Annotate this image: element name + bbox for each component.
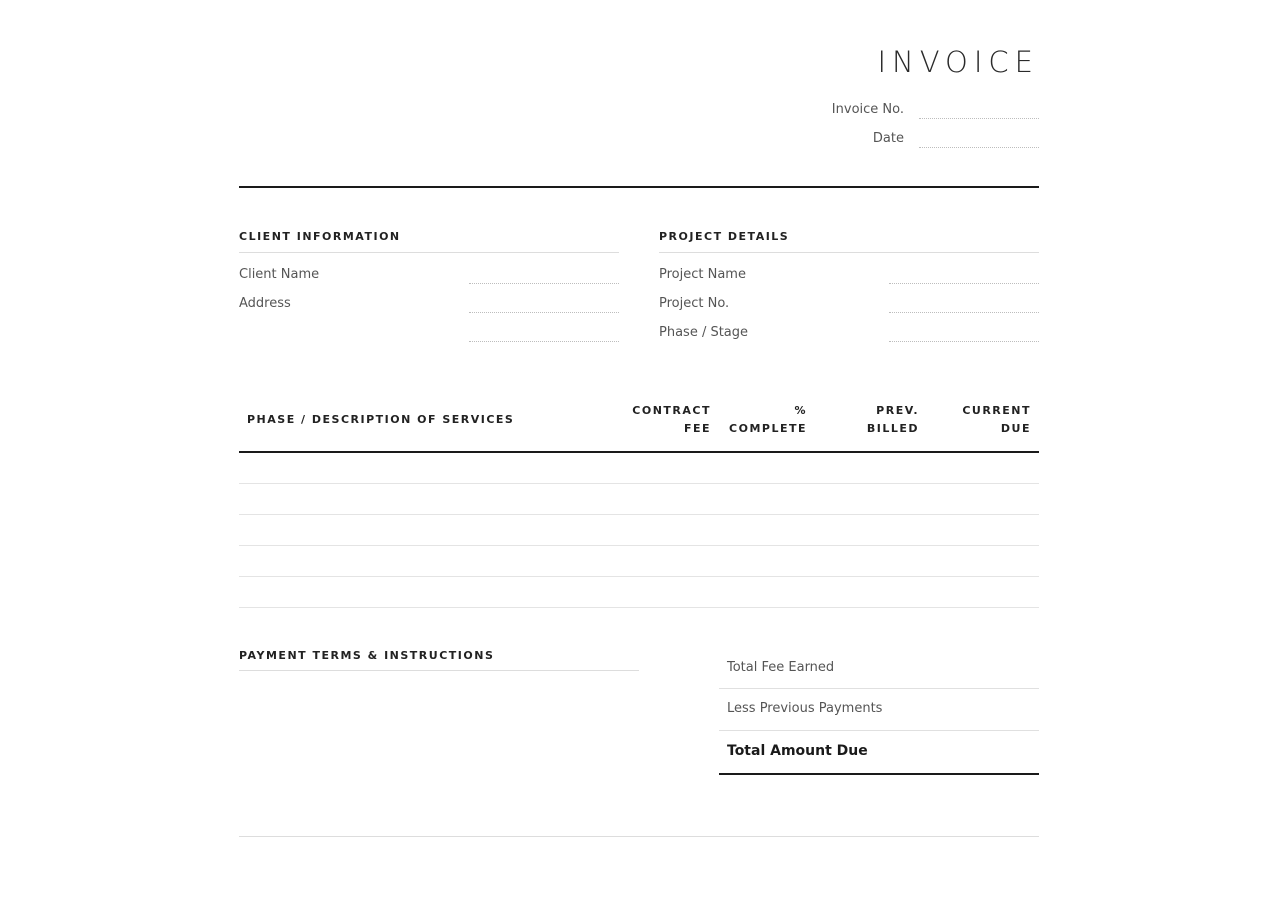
- invoice-number-row: [739, 101, 1039, 121]
- column-header-contract-fee-line2: FEE: [683, 422, 711, 435]
- invoice-title: INVOICE: [877, 45, 1039, 79]
- column-header-percent-complete-line1: %: [794, 404, 807, 417]
- invoice-number-label: Invoice No.: [831, 102, 904, 117]
- client-section-divider: [239, 252, 619, 253]
- column-header-description-label: PHASE / DESCRIPTION OF SERVICES: [247, 413, 515, 426]
- footer-divider: [239, 836, 1039, 837]
- project-name-label: Project Name: [659, 267, 746, 282]
- total-fee-earned-divider: [719, 688, 1039, 689]
- table-row[interactable]: [239, 545, 1039, 546]
- total-fee-earned-label: Total Fee Earned: [727, 660, 835, 675]
- date-label: Date: [872, 131, 904, 146]
- table-row[interactable]: [239, 514, 1039, 515]
- column-header-current-due-line1: CURRENT: [962, 404, 1031, 417]
- column-header-prev-billed-line2: BILLED: [866, 422, 919, 435]
- project-section-divider: [659, 252, 1039, 253]
- column-header-percent-complete: [719, 402, 807, 438]
- column-header-percent-complete-line2: COMPLETE: [729, 422, 807, 435]
- project-section-title: PROJECT DETAILS: [659, 230, 790, 243]
- column-header-current-due: [939, 402, 1031, 438]
- invoice-number-field[interactable]: [919, 118, 1039, 119]
- column-header-prev-billed: [829, 402, 919, 438]
- column-header-prev-billed-line1: PREV.: [876, 404, 919, 417]
- total-amount-due-divider: [719, 773, 1039, 775]
- phase-stage-label: Phase / Stage: [659, 325, 749, 340]
- date-field[interactable]: [919, 147, 1039, 148]
- header-divider: [239, 186, 1039, 188]
- column-header-contract-fee: [619, 402, 711, 438]
- column-header-contract-fee-line1: CONTRACT: [632, 404, 711, 417]
- address-field-line-2[interactable]: [469, 341, 619, 342]
- invoice-page: [239, 0, 1039, 897]
- project-number-label: Project No.: [659, 296, 730, 311]
- project-number-field[interactable]: [889, 312, 1039, 313]
- table-row[interactable]: [239, 483, 1039, 484]
- address-label: Address: [239, 296, 291, 311]
- column-header-description: [247, 411, 514, 429]
- client-name-field[interactable]: [469, 283, 619, 284]
- column-header-current-due-line2: DUE: [1000, 422, 1031, 435]
- phase-stage-field[interactable]: [889, 341, 1039, 342]
- payment-terms-divider: [239, 670, 639, 671]
- less-previous-payments-label: Less Previous Payments: [727, 701, 883, 716]
- address-field-line-1[interactable]: [469, 312, 619, 313]
- less-previous-payments-divider: [719, 730, 1039, 731]
- client-section-title: CLIENT INFORMATION: [239, 230, 401, 243]
- date-row: [739, 130, 1039, 150]
- table-row[interactable]: [239, 607, 1039, 608]
- total-amount-due-label: Total Amount Due: [727, 743, 868, 759]
- client-name-label: Client Name: [239, 267, 320, 282]
- table-header-divider: [239, 451, 1039, 453]
- table-row[interactable]: [239, 576, 1039, 577]
- project-name-field[interactable]: [889, 283, 1039, 284]
- payment-terms-title: PAYMENT TERMS & INSTRUCTIONS: [239, 649, 495, 662]
